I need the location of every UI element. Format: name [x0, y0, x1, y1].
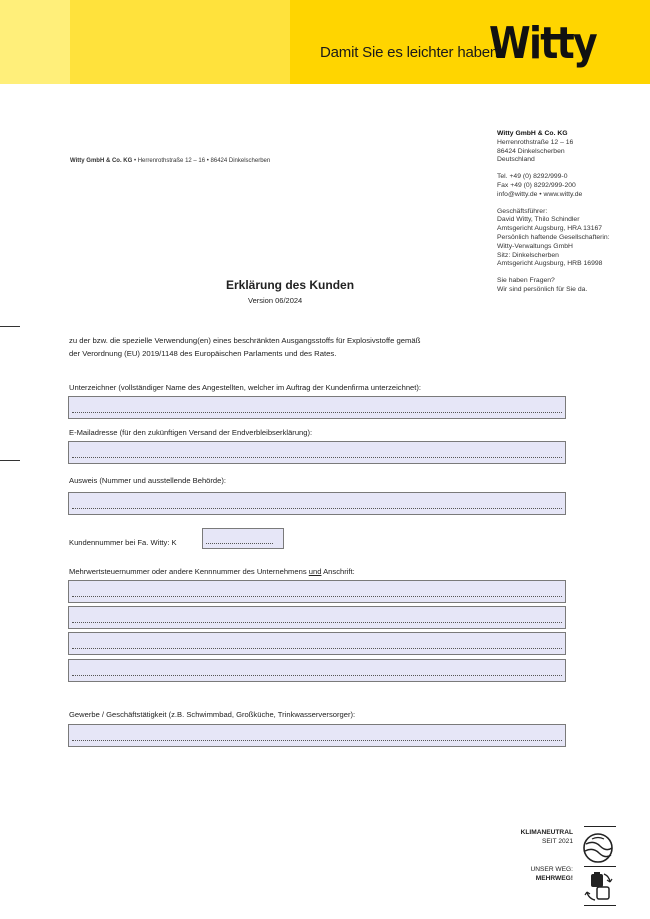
vat-label-part-2: Anschrift: [321, 567, 355, 576]
document-version: Version 06/2024 [248, 296, 303, 305]
customer-number-label: Kundennummer bei Fa. Witty: K [69, 538, 177, 547]
vat-field-line-4[interactable] [68, 659, 566, 682]
partner-label: Persönlich haftende Gesellschafterin: [497, 233, 610, 241]
header-band-medium [70, 0, 290, 84]
vat-field-line-1[interactable] [68, 580, 566, 603]
header-band [0, 0, 650, 84]
climate-line-2: SEIT 2021 [541, 837, 573, 845]
fold-mark-middle [0, 460, 20, 461]
signatory-label: Unterzeichner (vollständiger Name des Angestellten, welcher im Auftrag der Kundenfirma unterzeichnet): [69, 383, 422, 392]
company-web: info@witty.de • www.witty.de [497, 190, 583, 198]
reuse-line-2: MEHRWEG! [535, 874, 573, 882]
witty-logo: Witty [489, 18, 596, 69]
court-registration-2: Amtsgericht Augsburg, HRB 16998 [497, 260, 603, 268]
company-name: Witty GmbH & Co. KG [497, 130, 568, 137]
sender-address: • Herrenrothstraße 12 – 16 • 86424 Dinkelscherben [132, 158, 271, 164]
business-label: Gewerbe / Geschäftstätigkeit (z.B. Schwimmbad, Großküche, Trinkwasserversorger): [69, 710, 356, 719]
slogan: Damit Sie es leichter haben. [320, 44, 502, 61]
company-city: 86424 Dinkelscherben [497, 147, 565, 155]
sender-company: Witty GmbH & Co. KG [70, 158, 133, 164]
header-band-dark [290, 0, 650, 84]
court-registration-1: Amtsgericht Augsburg, HRA 13167 [497, 225, 603, 233]
climate-line-1: KLIMANEUTRAL [520, 829, 573, 836]
company-tel: Tel. +49 (0) 8292/999-0 [497, 173, 568, 181]
vat-label-part-1: Mehrwertsteuernummer oder andere Kennnummer des Unternehmens [69, 567, 309, 576]
managers: David Witty, Thilo Schindler [497, 216, 580, 224]
signatory-field[interactable] [68, 396, 566, 419]
badge-divider-bottom [584, 905, 616, 906]
vat-label [69, 567, 355, 576]
vat-field-line-2[interactable] [68, 606, 566, 629]
climate-neutral-icon [580, 830, 616, 866]
company-country: Deutschland [497, 156, 535, 164]
intro-text [69, 334, 569, 360]
reuse-badge-text [513, 866, 573, 883]
company-street: Herrenrothstraße 12 – 16 [497, 138, 574, 146]
personal-text: Wir sind persönlich für Sie da. [497, 285, 588, 293]
email-field[interactable] [68, 441, 566, 464]
document-title: Erklärung des Kunden [226, 278, 355, 292]
intro-line-2: der Verordnung (EU) 2019/1148 des Europäischen Parlaments und des Rates. [69, 349, 337, 358]
management-label: Geschäftsführer: [497, 207, 548, 215]
sender-line [70, 158, 270, 164]
intro-line-1: zu der bzw. die spezielle Verwendung(en) eines beschränkten Ausgangsstoffs für Explosivstoffe gemäß [69, 336, 421, 345]
id-label: Ausweis (Nummer und ausstellende Behörde): [69, 476, 227, 485]
climate-badge-text [513, 829, 573, 846]
question-text: Sie haben Fragen? [497, 277, 555, 285]
reuse-line-1: UNSER WEG: [530, 866, 573, 873]
company-seat: Sitz: Dinkelscherben [497, 251, 559, 259]
vat-field-line-3[interactable] [68, 632, 566, 655]
email-label: E-Mailadresse (für den zukünftigen Versand der Endverbleibserklärung): [69, 428, 313, 437]
badge-divider-top [584, 826, 616, 827]
partner: Witty-Verwaltungs GmbH [497, 242, 573, 250]
header-band-light [0, 0, 70, 84]
customer-number-field[interactable] [202, 528, 284, 549]
business-field[interactable] [68, 724, 566, 747]
reusable-container-icon [582, 870, 616, 904]
company-info [497, 130, 610, 295]
fold-mark-top [0, 326, 20, 327]
vat-label-und: und [308, 567, 322, 576]
badge-divider-middle [584, 866, 616, 867]
company-fax: Fax +49 (0) 8292/999-200 [497, 181, 576, 189]
id-field[interactable] [68, 492, 566, 515]
